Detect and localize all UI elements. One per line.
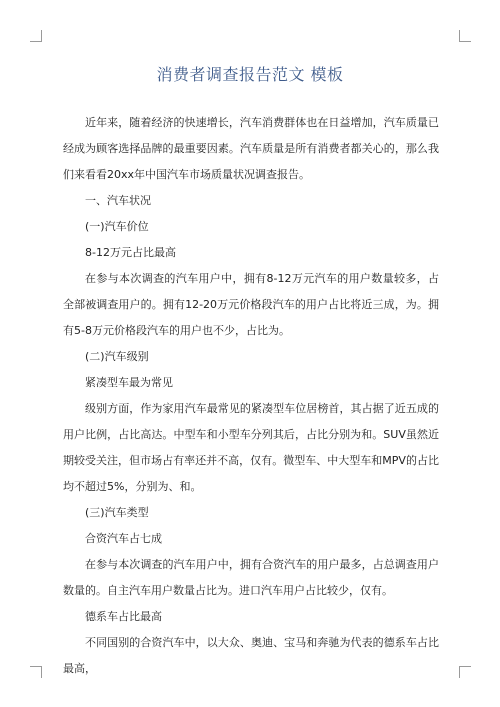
subsection-heading-price: (一)汽车价位 [85,220,149,233]
paragraph-class: 级别方面，作为家用汽车最常见的紧凑型车位居榜首，其占据了近五成的用户比例，占比高达。中型车和小型车分列其后，占比分别为和。SUV虽然近期较受关注，但市场占有率还并不高，仅有。微型车、中大型车和MPV的占比均不超过5%，分别为、和。 [63,402,439,493]
document-body [63,110,439,682]
finding-heading-price: 8-12万元占比最高 [85,246,176,259]
paragraph-intro: 近年来，随着经济的快速增长，汽车消费群体也在日益增加，汽车质量已经成为顾客选择品牌的最重要因素。汽车质量是所有消费者都关心的，那么我们来看看20xx年中国汽车市场质量状况调查报告。 [63,116,439,181]
corner-mark-bottom-right [459,666,471,678]
finding-heading-joint-venture: 合资汽车占七成 [85,532,162,545]
corner-mark-top-left [30,30,42,42]
document-title: 消费者调查报告范文 模板 [156,65,344,84]
corner-mark-top-right [459,30,471,42]
subsection-heading-type: (三)汽车类型 [85,506,149,519]
section-heading-car-status: 一、汽车状况 [85,194,151,207]
finding-heading-class: 紧凑型车最为常见 [85,376,173,389]
subsection-heading-class: (二)汽车级别 [85,350,149,363]
paragraph-price: 在参与本次调查的汽车用户中，拥有8-12万元汽车的用户数量较多，占全部被调查用户的。拥有12-20万元价格段汽车的用户占比将近三成，为。拥有5-8万元价格段汽车的用户也不少，占比为。 [63,272,439,337]
paragraph-type: 在参与本次调查的汽车用户中，拥有合资汽车的用户最多，占总调查用户数量的。自主汽车用户数量占比为。进口汽车用户占比较少，仅有。 [63,558,439,597]
finding-heading-german-cars: 德系车占比最高 [85,610,162,623]
corner-mark-bottom-left [30,666,42,678]
paragraph-german-cars: 不同国别的合资汽车中，以大众、奥迪、宝马和奔驰为代表的德系车占比最高， [63,636,439,675]
